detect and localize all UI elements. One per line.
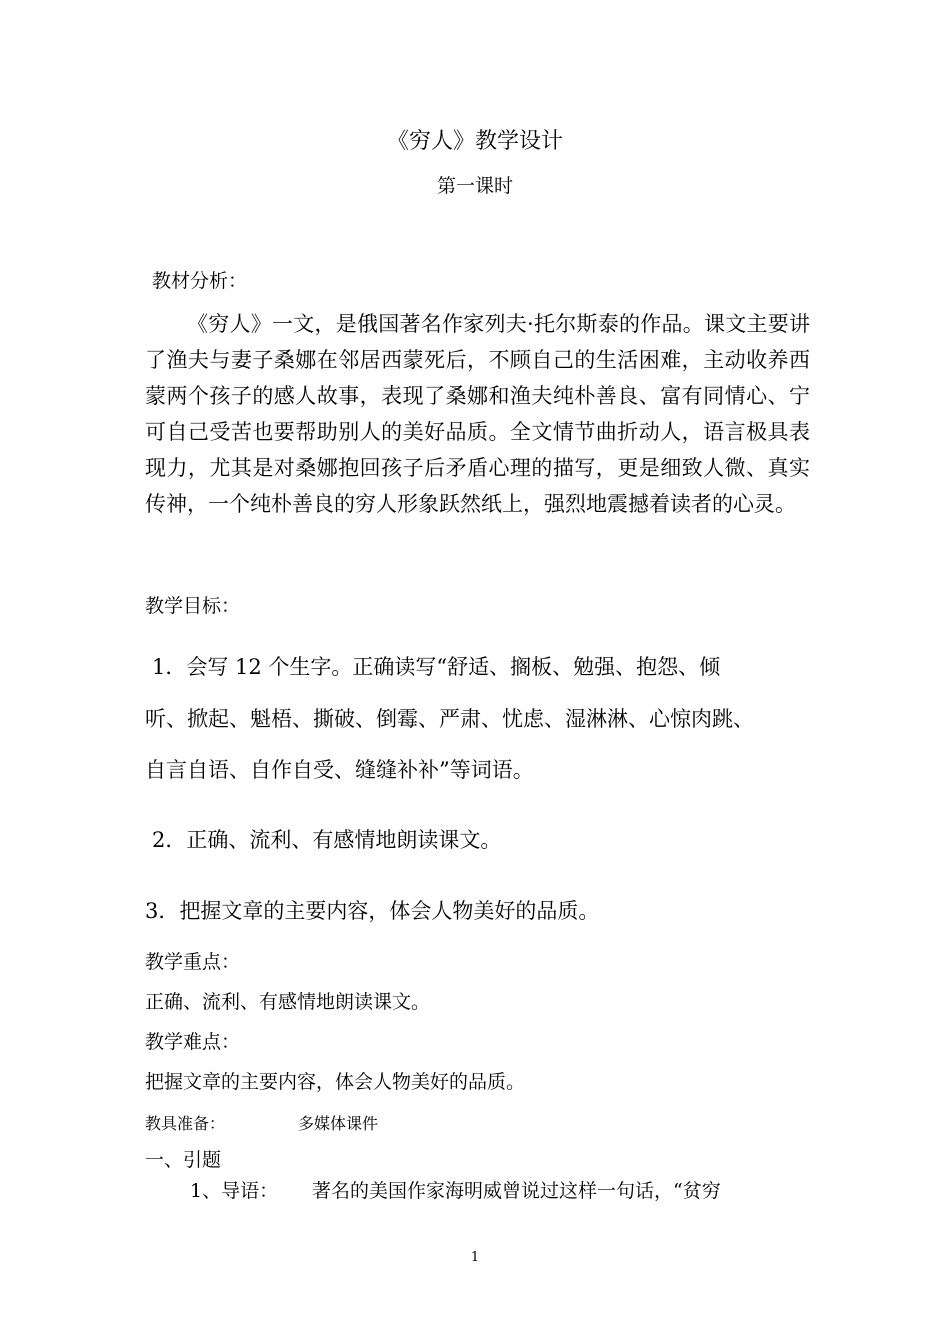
- intro-label: 1、导语：: [190, 1180, 279, 1202]
- page-title: 《穷人》教学设计: [386, 129, 563, 154]
- section-1-heading: 一、引题: [145, 1149, 222, 1171]
- difficulty-text: 把握文章的主要内容，体会人物美好的品质。: [145, 1071, 526, 1093]
- goal-3: 3．把握文章的主要内容，体会人物美好的品质。: [145, 899, 600, 923]
- page-subtitle: 第一课时: [436, 175, 513, 197]
- goals-heading: 教学目标：: [145, 595, 241, 617]
- key-points-text: 正确、流利、有感情地朗读课文。: [145, 991, 431, 1013]
- difficulty-heading: 教学难点：: [145, 1031, 241, 1053]
- key-points-heading: 教学重点：: [145, 951, 241, 973]
- material-heading: 教材分析：: [152, 270, 248, 292]
- tools-label: 教具准备：: [145, 1114, 226, 1133]
- intro-text: 著名的美国作家海明威曾说过这样一句话，“贫穷: [312, 1180, 721, 1202]
- goal-1-line-1: 1．会写 12 个生字。正确读写“舒适、搁板、勉强、抱怨、倾: [152, 655, 721, 679]
- goal-2: 2．正确、流利、有感情地朗读课文。: [152, 828, 502, 852]
- goal-1-line-3: 自言自语、自作自受、缝缝补补”等词语。: [145, 758, 534, 782]
- page-number: 1: [470, 1250, 480, 1265]
- goal-1-line-2: 听、掀起、魁梧、撕破、倒霉、严肃、忧虑、湿淋淋、心惊肉跳、: [145, 707, 754, 731]
- material-paragraph: 《穷人》一文，是俄国著名作家列夫·托尔斯泰的作品。课文主要讲了渔夫与妻子桑娜在邻居西蒙死后，不顾自己的生活困难，主动收养西蒙两个孩子的感人故事，表现了桑娜和渔夫纯朴善良、富有同情心、宁可自己受苦也要帮助别人的美好品质。全文情节曲折动人，语言极具表现力，尤其是对桑娜抱回孩子后矛盾心理的描写，更是细致人微、真实传神，一个纯朴善良的穷人形象跃然纸上，强烈地震撼着读者的心灵。: [145, 312, 810, 516]
- tools-value: 多媒体课件: [298, 1114, 379, 1133]
